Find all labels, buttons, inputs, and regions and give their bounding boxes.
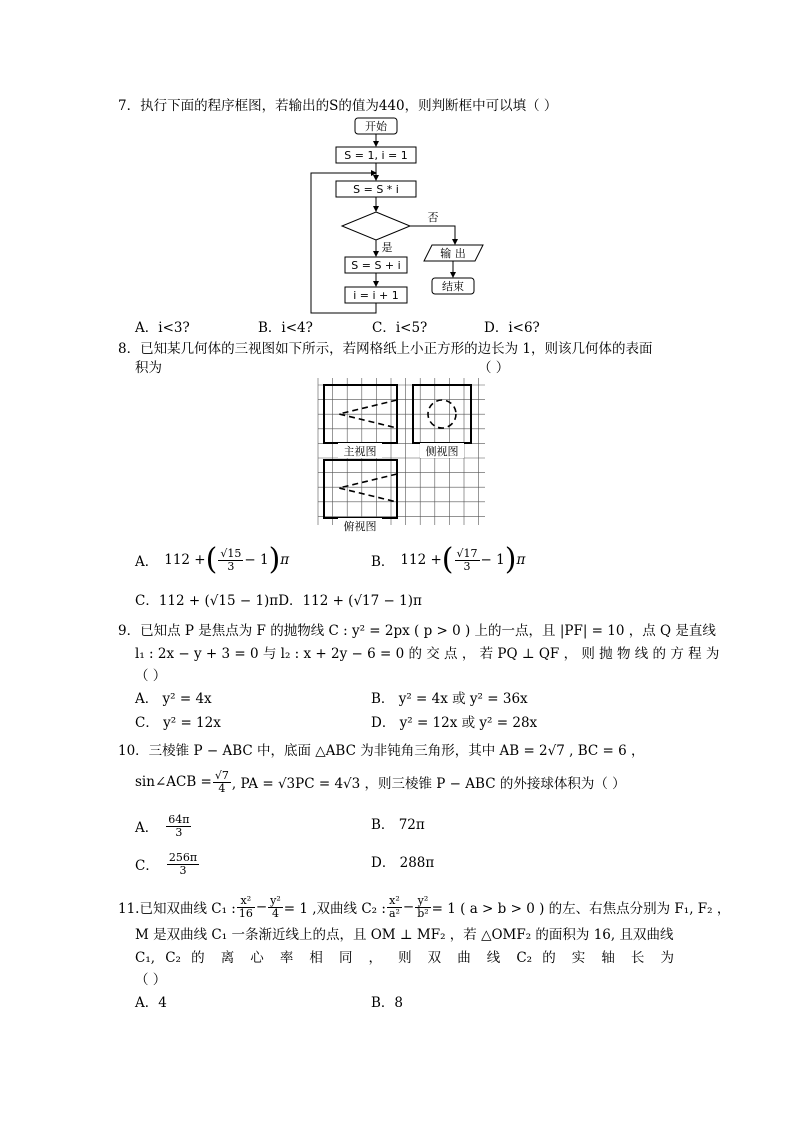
q10-line1: 10．三棱锥 P − ABC 中，底面 △ABC 为非钝角三角形，其中 AB = 2√7 , BC = 6 ， [118, 743, 645, 759]
q11-line2: M 是双曲线 C₁ 一条渐近线上的点，且 OM ⊥ MF₂ ，若 △OMF₂ 的面积为 16, 且双曲线 [135, 927, 674, 943]
q9-line3: （ ） [135, 668, 167, 684]
flow-no-label: 否 [427, 211, 439, 224]
q10-option-a: A． $\frac{64\pi}{3}$ [135, 812, 190, 839]
q11-line3: C₁, C₂ 的 离 心 率 相 同 ， 则 双 曲 线 C₂ 的 实 轴 长 为 [135, 950, 674, 966]
q8-option-b: B． 112 + ( $\frac{√17}{3}$ − 1 ) π [371, 542, 526, 577]
front-view-label: 主视图 [343, 445, 377, 458]
q9-line2: l₁ : 2x − y + 3 = 0 与 l₂ : x + 2y − 6 = 0 的 交 点 ， 若 PQ ⊥ QF ， 则 抛 物 线 的 方 程 为 [135, 646, 720, 662]
q7-flowchart [300, 112, 510, 317]
q8-answer-blank: （ ） [478, 360, 510, 376]
q11-option-a: A．4 [135, 995, 167, 1011]
q8-stem-line2: 积为 [135, 360, 162, 376]
q9-option-d: D． y² = 12x 或 y² = 28x [371, 715, 538, 731]
flow-yes-label: 是 [381, 241, 393, 254]
q7-stem: 7．执行下面的程序框图，若输出的S的值为440，则判断框中可以填（ ） [118, 98, 558, 114]
q7-option-d: D．i<6? [484, 320, 540, 336]
q9-option-a: A． y² = 4x [135, 691, 212, 707]
flow-decision-diamond [342, 212, 410, 240]
q10-option-b: B． 72π [371, 817, 425, 833]
flow-start-text: 开始 [365, 120, 387, 133]
q8-three-views [312, 378, 487, 533]
q8-option-a: A． 112 + ( $\frac{√15}{3}$ − 1 ) π [135, 542, 290, 577]
q9-option-c: C． y² = 12x [135, 715, 221, 731]
q7-option-b: B．i<4? [258, 320, 313, 336]
q9-option-b: B． y² = 4x 或 y² = 36x [371, 691, 528, 707]
q10-option-d: D． 288π [371, 855, 435, 871]
q10-option-c: C． $\frac{256\pi}{3}$ [135, 850, 198, 877]
flow-output-text: 输 出 [440, 247, 466, 260]
q7-option-a: A．i<3? [135, 320, 190, 336]
q8-stem-line1: 8．已知某几何体的三视图如下所示，若网格纸上小正方形的边长为 1，则该几何体的表面 [118, 341, 653, 357]
flow-add-text: S = S + i [351, 259, 401, 272]
q7-option-c: C．i<5? [372, 320, 428, 336]
top-view-box [324, 460, 397, 518]
q9-line1: 9．已知点 P 是焦点为 F 的抛物线 C : y² = 2px ( p > 0 ) 上的一点，且 |PF| = 10 ，点 Q 是直线 [118, 623, 716, 639]
flow-inc-text: i = i + 1 [353, 289, 399, 302]
side-view-label: 侧视图 [425, 445, 459, 458]
top-view-label: 俯视图 [343, 520, 377, 533]
q11-line4: （ ） [135, 972, 167, 988]
q10-line2: sin∠ACB = $\frac{√7}{4}$ , PA = √3PC = 4√3 ，则三棱锥 P − ABC 的外接球体积为（ ） [135, 768, 626, 795]
flow-end-text: 结束 [442, 280, 464, 293]
flow-mult-text: S = S * i [353, 183, 399, 196]
q8-option-cd: C．112 + (√15 − 1)πD．112 + (√17 − 1)π [135, 593, 422, 609]
flow-init-text: S = 1, i = 1 [344, 149, 408, 162]
q11-line1: 11.已知双曲线 C₁ : $\frac{\text{x²}}{16}$ − $\frac{\text{y²}}{4}$ = 1 ,双曲线 C₂ : $\frac{\text{x²}}{\text{a²}}$ − $\frac{\text{y²}}{\text{b²}}$ = 1 ( a > b > 0 ) 的左、右焦点分别为 F₁, F₂ ， [118, 893, 731, 920]
q11-option-b: B．8 [371, 995, 404, 1011]
